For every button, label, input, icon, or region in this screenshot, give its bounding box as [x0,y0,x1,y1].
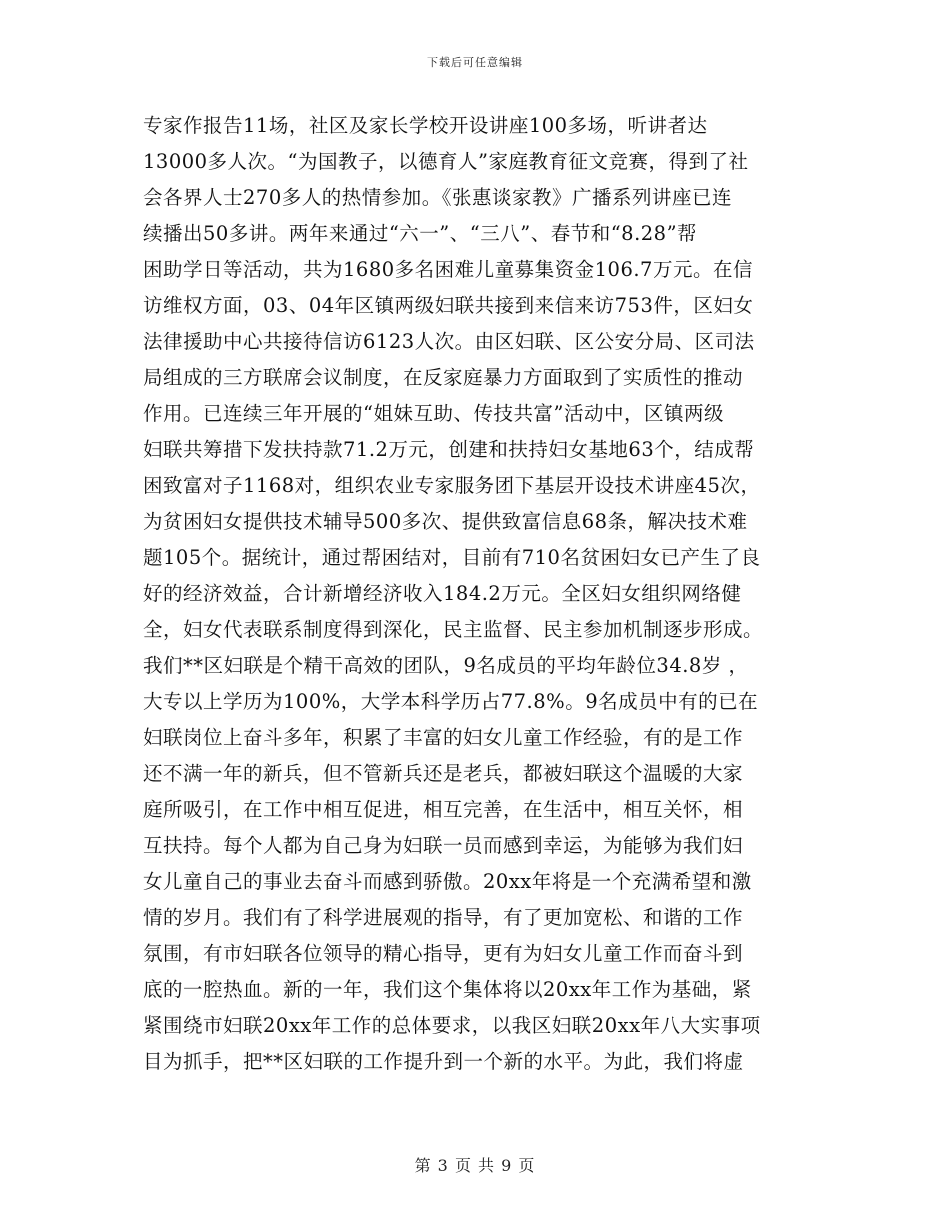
text-line: 为贫困妇女提供技术辅导500多次、提供致富信息68条，解决技术难 [143,510,748,533]
text-line: 13000多人次。“为国教子，以德育人”家庭教育征文竞赛，得到了社 [143,150,749,173]
text-line: 全，妇女代表联系制度得到深化，民主监督、民主参加机制逐步形成。 [143,618,764,641]
text-line: 妇联岗位上奋斗多年，积累了丰富的妇女儿童工作经验，有的是工作 [143,726,744,749]
text-line: 我们**区妇联是个精干高效的团队，9名成员的平均年龄位34.8岁 ， [143,654,749,677]
text-line: 专家作报告11场，社区及家长学校开设讲座100多场，听讲者达 [143,114,708,137]
text-line: 目为抓手，把**区妇联的工作提升到一个新的水平。为此，我们将虚 [143,1050,744,1073]
text-line: 题105个。据统计，通过帮困结对，目前有710名贫困妇女已产生了良 [143,546,761,569]
text-line: 女儿童自己的事业去奋斗而感到骄傲。20xx年将是一个充满希望和激 [143,870,752,893]
text-line: 访维权方面，03、04年区镇两级妇联共接到来信来访753件，区妇女 [143,294,754,317]
text-line: 法律援助中心共接待信访6123人次。由区妇联、区公安分局、区司法 [143,330,755,353]
page-header: 下载后可任意编辑 [427,56,523,69]
body-text [143,108,823,1080]
text-line: 续播出50多讲。两年来通过“六一”、“三八”、春节和“8.28”帮 [143,222,698,245]
text-line: 好的经济效益，合计新增经济收入184.2万元。全区妇女组织网络健 [143,582,742,605]
text-line: 还不满一年的新兵，但不管新兵还是老兵，都被妇联这个温暖的大家 [143,762,744,785]
page-footer: 第 3 页 共 9 页 [414,1156,536,1175]
text-line: 妇联共筹措下发扶持款71.2万元，创建和扶持妇女基地63个，结成帮 [143,438,755,461]
text-line: 情的岁月。我们有了科学进展观的指导，有了更加宽松、和谐的工作 [143,906,744,929]
text-line: 大专以上学历为100%，大学本科学历占77.8%。9名成员中有的已在 [143,690,759,713]
text-line: 底的一腔热血。新的一年，我们这个集体将以20xx年工作为基础，紧 [143,978,752,1001]
text-line: 作用。已连续三年开展的“姐妹互助、传技共富”活动中，区镇两级 [143,402,724,425]
text-line: 困致富对子1168对，组织农业专家服务团下基层开设技术讲座45次， [143,474,761,497]
text-line: 氛围，有市妇联各位领导的精心指导，更有为妇女儿童工作而奋斗到 [143,942,744,965]
text-line: 会各界人士270多人的热情参加。《张惠谈家教》广播系列讲座已连 [143,186,732,209]
text-line: 互扶持。每个人都为自己身为妇联一员而感到幸运，为能够为我们妇 [143,834,744,857]
text-line: 紧围绕市妇联20xx年工作的总体要求，以我区妇联20xx年八大实事项 [143,1014,761,1037]
text-line: 庭所吸引，在工作中相互促进，相互完善，在生活中，相互关怀，相 [143,798,744,821]
text-line: 困助学日等活动，共为1680多名困难儿童募集资金106.7万元。在信 [143,258,753,281]
text-line: 局组成的三方联席会议制度，在反家庭暴力方面取到了实质性的推动 [143,366,744,389]
